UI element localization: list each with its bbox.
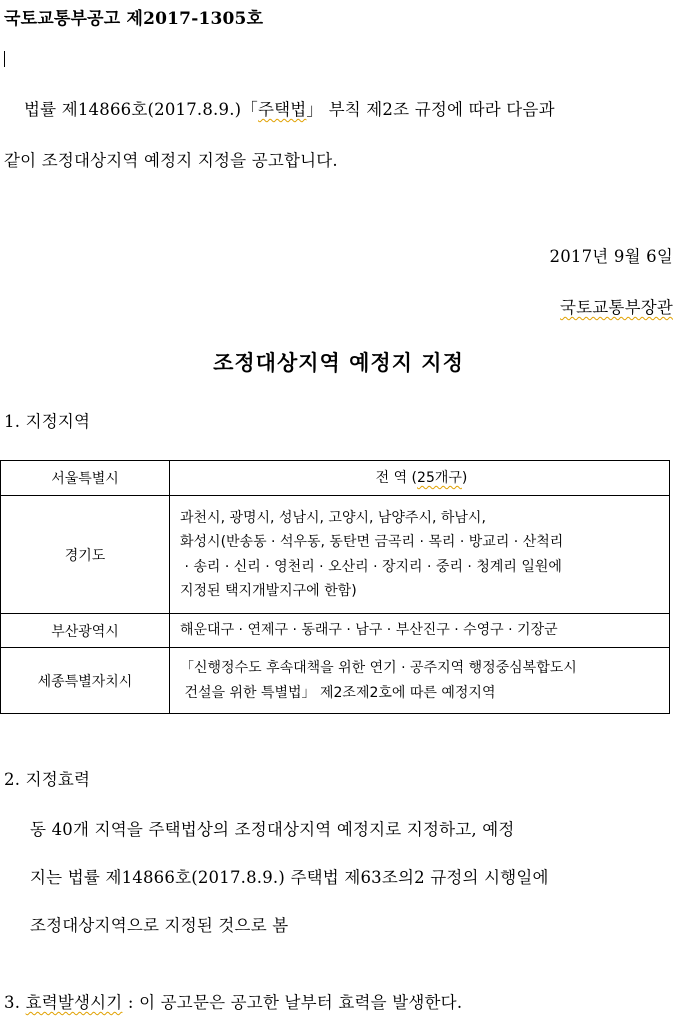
section-1-heading: 1. 지정지역 [4,412,91,431]
detail-line: 과천시, 광명시, 성남시, 고양시, 남양주시, 하남시, [180,509,486,526]
section-3-text: : 이 공고문은 공고한 날부터 효력을 발생한다. [122,993,463,1012]
region-table [0,460,670,714]
notice-date: 2017년 9월 6일 [549,247,673,266]
section-2-heading: 2. 지정효력 [4,770,91,789]
intro-line-1 [24,96,555,120]
section-2-line: 동 40개 지역을 주택법상의 조정대상지역 예정지로 지정하고, 예정 [30,820,515,839]
detail-line: · 송리 · 신리 · 영천리 · 오산리 · 장지리 · 중리 · 청계리 일원에 [180,558,562,575]
table-row [1,648,670,714]
region-detail [170,461,670,496]
section-3 [4,989,462,1013]
detail-line: 화성시(반송동 · 석우동, 동탄면 금곡리 · 목리 · 방교리 · 산척리 [180,534,564,550]
table-row [1,496,670,614]
table-row [1,461,670,496]
region-detail [170,496,670,614]
region-detail-pre: 전 역 ( [375,469,418,486]
text-cursor [4,51,5,67]
region-detail: 해운대구 · 연제구 · 동래구 · 남구 · 부산진구 · 수영구 · 기장군 [170,614,670,648]
table-row [1,614,670,648]
region-name: 경기도 [1,496,170,614]
region-detail-post: ) [461,469,468,486]
region-name: 부산광역시 [1,614,170,648]
section-2-line: 지는 법률 제14866호(2017.8.9.) 주택법 제63조의2 규정의 시행일에 [30,868,549,887]
notice-number: 국토교통부공고 제2017-1305호 [4,9,264,29]
document-title: 조정대상지역 예정지 지정 [213,350,464,375]
section-3-number: 3. [4,993,26,1012]
intro-line-1-post: 」 부칙 제2조 규정에 따라 다음과 [306,100,555,119]
region-name: 서울특별시 [1,461,170,496]
detail-line: 지정된 택지개발지구에 한함) [180,583,357,599]
region-detail [170,648,670,714]
section-3-label: 효력발생시기 [25,993,123,1012]
intro-line-1-pre: 법률 제14866호(2017.8.9.)「 [24,100,258,119]
detail-line: 건설을 위한 특별법」 제2조제2호에 따른 예정지역 [180,684,496,701]
district-count: 25개구 [417,469,462,486]
region-name: 세종특별자치시 [1,648,170,714]
intro-line-2: 같이 조정대상지역 예정지 지정을 공고합니다. [4,151,338,170]
law-name: 주택법 [258,100,307,119]
detail-line: 「신행정수도 후속대책을 위한 연기 · 공주지역 행정중심복합도시 [180,660,577,676]
section-2-line: 조정대상지역으로 지정된 것으로 봄 [30,916,289,935]
issuer: 국토교통부장관 [560,298,673,317]
